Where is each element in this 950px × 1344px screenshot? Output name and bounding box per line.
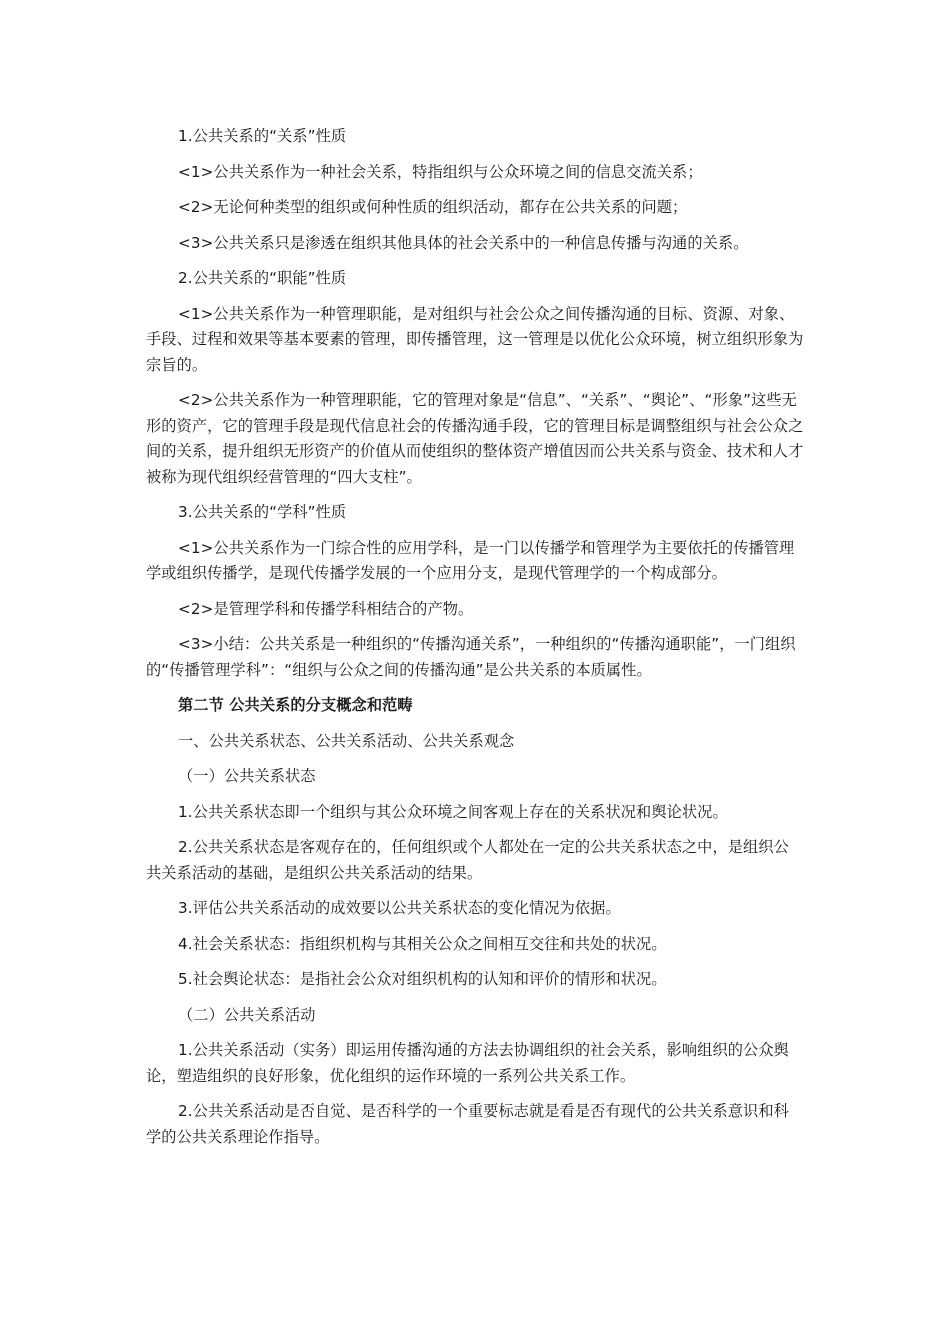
paragraph-relation-point-2: <2>无论何种类型的组织或何种性质的组织活动，都存在公共关系的问题； xyxy=(178,198,688,216)
paragraph-relation-point-3: <3>公共关系只是渗透在组织其他具体的社会关系中的一种信息传播与沟通的关系。 xyxy=(178,233,749,252)
paragraph-function-nature-title: 2.公共关系的“职能”性质 xyxy=(178,269,347,287)
subheading-state: （一）公共关系状态 xyxy=(178,767,316,785)
section-heading: 第二节 公共关系的分支概念和范畴 xyxy=(178,696,413,714)
paragraph-activity-point-2: 2.公共关系活动是否自觉、是否科学的一个重要标志就是看是否有现代的公共关系意识和科学的公共关系理论作指导。 xyxy=(146,1102,789,1146)
subsection-heading: 一、公共关系状态、公共关系活动、公共关系观念 xyxy=(178,731,515,750)
paragraph-state-point-3: 3.评估公共关系活动的成效要以公共关系状态的变化情况为依据。 xyxy=(178,899,621,917)
paragraph-state-point-4: 4.社会关系状态：指组织机构与其相关公众之间相互交往和共处的状况。 xyxy=(178,934,667,953)
paragraph-relation-point-1: <1>公共关系作为一种社会关系，特指组织与公众环境之间的信息交流关系； xyxy=(178,162,703,181)
paragraph-activity-point-1: 1.公共关系活动（实务）即运用传播沟通的方法去协调组织的社会关系，影响组织的公众舆论，塑造组织的良好形象，优化组织的运作环境的一系列公共关系工作。 xyxy=(146,1041,789,1085)
paragraph-function-point-1: <1>公共关系作为一种管理职能，是对组织与社会公众之间传播沟通的目标、资源、对象、手段、过程和效果等基本要素的管理，即传播管理，这一管理是以优化公众环境，树立组织形象为宗旨的。 xyxy=(146,304,804,374)
paragraph-state-point-5: 5.社会舆论状态：是指社会公众对组织机构的认知和评价的情形和状况。 xyxy=(178,970,667,988)
paragraph-relation-nature-title: 1.公共关系的“关系”性质 xyxy=(178,127,347,145)
paragraph-state-point-1: 1.公共关系状态即一个组织与其公众环境之间客观上存在的关系状况和舆论状况。 xyxy=(178,802,728,821)
paragraph-state-point-2: 2.公共关系状态是客观存在的，任何组织或个人都处在一定的公共关系状态之中，是组织公共关系活动的基础，是组织公共关系活动的结果。 xyxy=(146,838,789,882)
paragraph-discipline-summary: <3>小结：公共关系是一种组织的“传播沟通关系”，一种组织的“传播沟通职能”，一门组织的“传播管理学科”：“组织与公众之间的传播沟通”是公共关系的本质属性。 xyxy=(146,635,796,679)
subheading-activity: （二）公共关系活动 xyxy=(178,1005,316,1024)
paragraph-discipline-point-2: <2>是管理学科和传播学科相结合的产物。 xyxy=(178,599,474,618)
paragraph-function-point-2: <2>公共关系作为一种管理职能，它的管理对象是“信息”、“关系”、“舆论”、“形象”这些无形的资产，它的管理手段是现代信息社会的传播沟通手段，它的管理目标是调整组织与社会公众之间的关系，提升组织无形资产的价值从而使组织的整体资产增值因而公共关系与资金、技术和人才被称为现代组织经营管理的“四大支柱”。 xyxy=(146,391,804,486)
paragraph-discipline-point-1: <1>公共关系作为一门综合性的应用学科，是一门以传播学和管理学为主要依托的传播管理学或组织传播学，是现代传播学发展的一个应用分支，是现代管理学的一个构成部分。 xyxy=(146,538,795,582)
paragraph-discipline-nature-title: 3.公共关系的“学科”性质 xyxy=(178,503,347,521)
